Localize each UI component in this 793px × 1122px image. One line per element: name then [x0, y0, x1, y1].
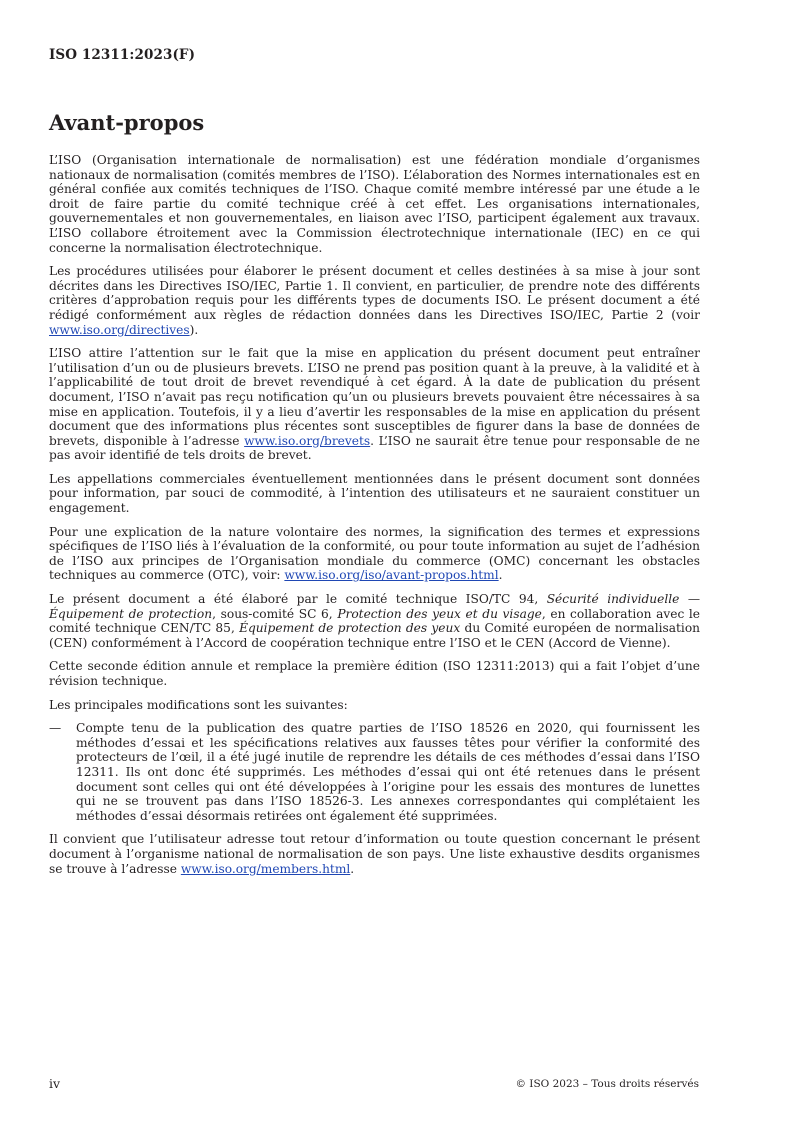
page-title: Avant-propos — [49, 110, 205, 135]
copyright-notice: © ISO 2023 – Tous droits réservés — [515, 1078, 699, 1090]
page-number: iv — [49, 1076, 61, 1091]
paragraph-trade-names: Les appellations commerciales éventuellement mentionnées dans le présent document sont données pour information, par souci de commodité, à l’intention des utilisateurs et ne sauraient constituer un engagement. — [49, 471, 700, 516]
foreword-link[interactable]: www.iso.org/iso/avant-propos.html — [284, 568, 499, 583]
paragraph-procedures: Les procédures utilisées pour élaborer le présent document et celles destinées à sa mise à jour sont décrites dans les Directives ISO/IEC, Partie 1. Il convient, en particulier, de prendre note des différents critères d’approbation requis pour les différents types de documents ISO. Le présent document a été rédigé conformément aux règles de rédaction données dans les Directives ISO/IEC, Partie 2 (voir www.iso.org/directives). — [49, 264, 700, 337]
paragraph-patents: L’ISO attire l’attention sur le fait que la mise en application du présent document peut entraîner l’utilisation d’un ou de plusieurs brevets. L’ISO ne prend pas position quant à la preuve, à la validité et à l’applicabilité de tout droit de brevet revendiqué à cet égard. À la date de publication du présent document, l’ISO n’avait pas reçu notification qu’un ou plusieurs brevets pouvaient être nécessaires à sa mise en application. Toutefois, il y a lieu d’avertir les responsables de la mise en application du présent document que des informations plus récentes sont susceptibles de figurer dans la base de données de brevets, disponible à l’adresse www.iso.org/brevets. L’ISO ne saurait être tenue pour responsable de ne pas avoir identifié de tels droits de brevet. — [49, 346, 701, 463]
patents-link[interactable]: www.iso.org/brevets — [244, 433, 371, 448]
document-id: ISO 12311:2023(F) — [49, 47, 196, 63]
dash-bullet: — — [49, 721, 62, 736]
directives-link[interactable]: www.iso.org/directives — [49, 322, 190, 337]
paragraph-feedback: Il convient que l’utilisateur adresse tout retour d’information ou toute question concernant le présent document à l’organisme national de normalisation de son pays. Une liste exhaustive desdits organismes se trouve à l’adresse www.iso.org/members.html. — [49, 832, 700, 876]
paragraph-committee: Le présent document a été élaboré par le comité technique ISO/TC 94, Sécurité individuelle — Équipement de protection, sous-comité SC 6, Protection des yeux et du visage, en collaboration avec le comité technique CEN/TC 85, Équipement de protection des yeux du Comité européen de normalisation (CEN) conformément à l’Accord de coopération technique entre l’ISO et le CEN (Accord de Vienne). — [49, 592, 701, 650]
list-item — [49, 721, 700, 823]
paragraph-changes-intro: Les principales modifications sont les suivantes: — [49, 697, 348, 712]
foreword-body — [49, 153, 700, 885]
list-item-text: Compte tenu de la publication des quatre parties de l’ISO 18526 en 2020, qui fournissent les méthodes d’essai et les spécifications relatives aux fausses têtes pour vérifier la conformité des protecteurs de l’œil, il a été jugé inutile de reprendre les détails de ces méthodes d’essai dans l’ISO 12311. Ils ont donc été supprimés. Les méthodes d’essai qui ont été retenues dans le présent document sont celles qui ont été développées à l’origine pour les essais des montures de lunettes qui ne se trouvent pas dans l’ISO 18526-3. Les annexes correspondantes qui complétaient les méthodes d’essai désormais retirées ont également été supprimées. — [76, 721, 700, 823]
paragraph-edition: Cette seconde édition annule et remplace la première édition (ISO 12311:2013) qui a fait l’objet d’une révision technique. — [49, 659, 700, 688]
paragraph-iso-intro: L’ISO (Organisation internationale de normalisation) est une fédération mondiale d’organismes nationaux de normalisation (comités membres de l’ISO). L’élaboration des Normes internationales est en général confiée aux comités techniques de l’ISO. Chaque comité membre intéressé par une étude a le droit de faire partie du comité technique créé à cet effet. Les organisations internationales, gouvernementales et non gouvernementales, en liaison avec l’ISO, participent également aux travaux. L’ISO collabore étroitement avec la Commission électrotechnique internationale (IEC) en ce qui concerne la normalisation électrotechnique. — [49, 153, 700, 255]
members-link[interactable]: www.iso.org/members.html — [180, 861, 351, 876]
paragraph-voluntary-nature: Pour une explication de la nature volontaire des normes, la signification des termes et expressions spécifiques de l’ISO liés à l’évaluation de la conformité, ou pour toute information au sujet de l’adhésion de l’ISO aux principes de l’Organisation mondiale du commerce (OMC) concernant les obstacles techniques au commerce (OTC), voir: www.iso.org/iso/avant-propos.html. — [49, 524, 700, 583]
